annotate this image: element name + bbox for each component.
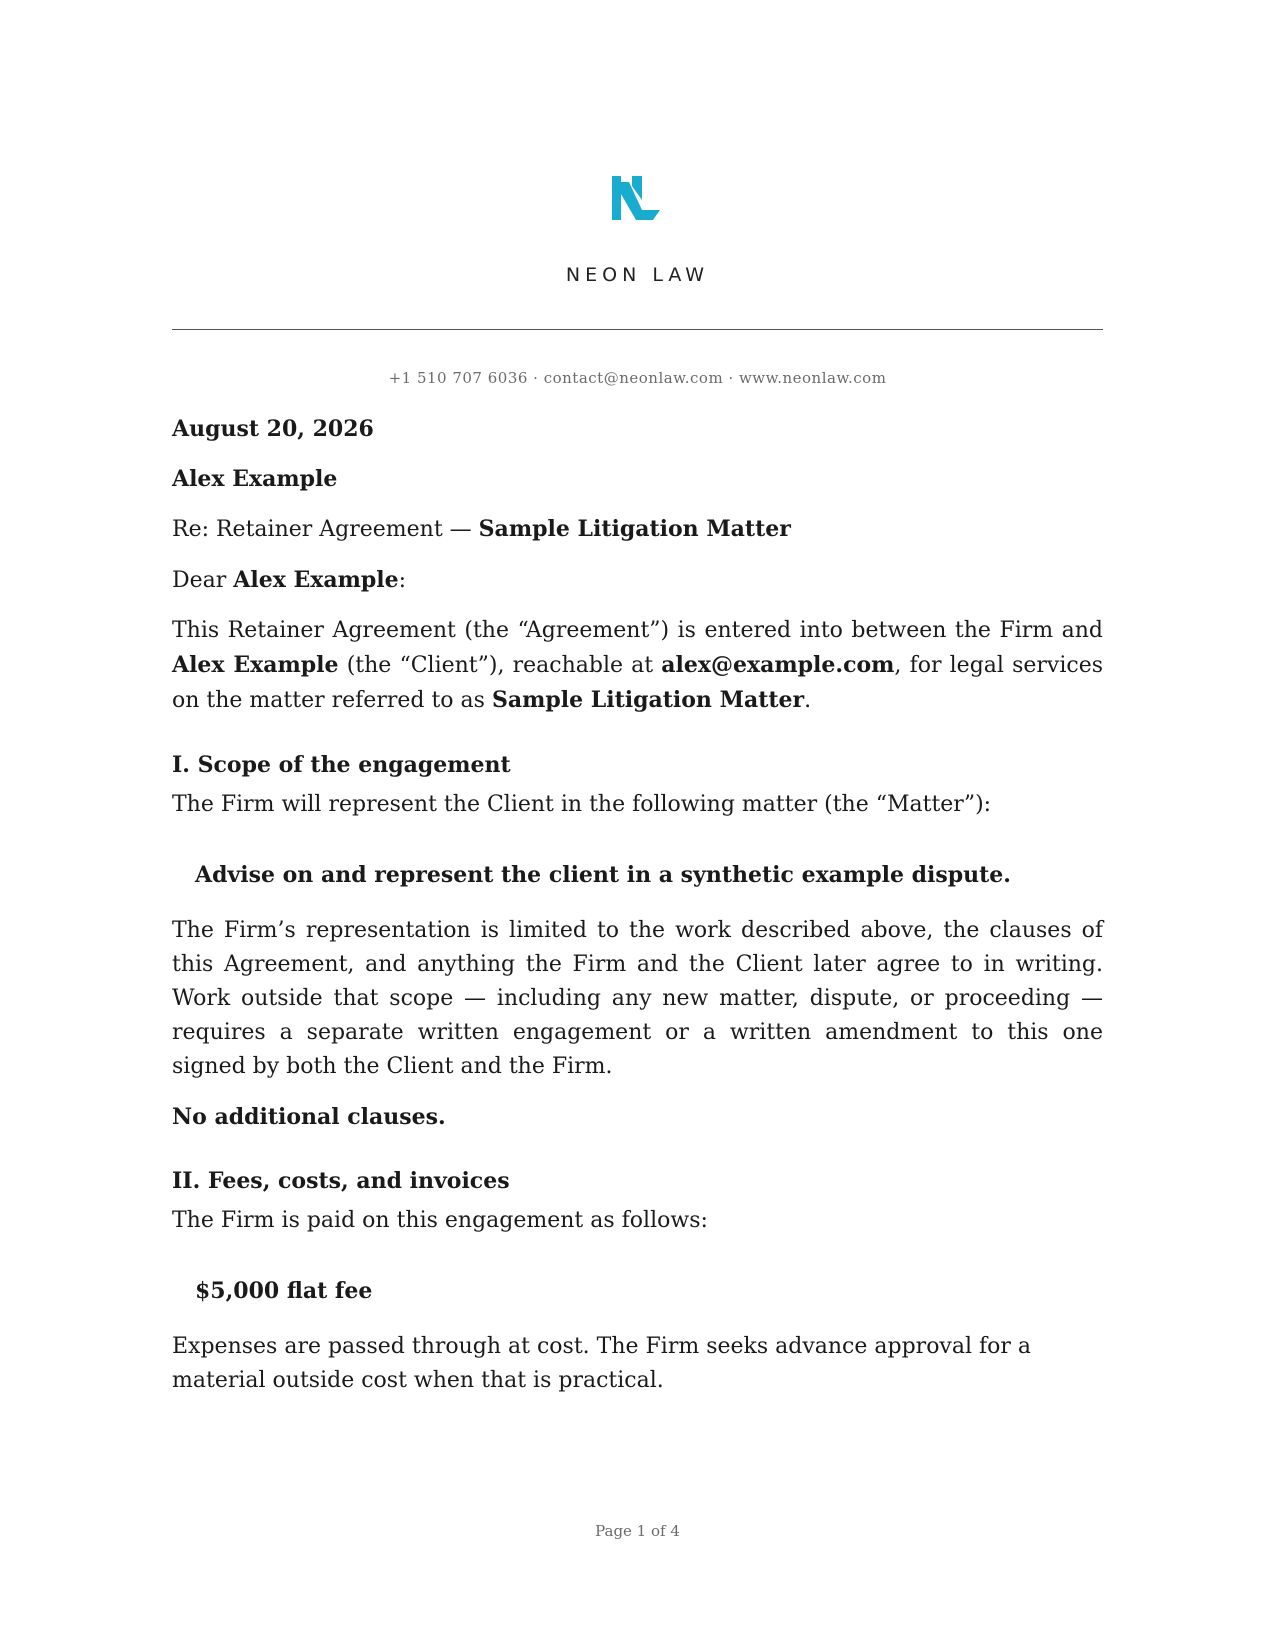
fees-heading: II. Fees, costs, and invoices (172, 1168, 510, 1194)
scope-callout: Advise on and represent the client in a synthetic example dispute. (195, 862, 1011, 888)
additional-clauses: No additional clauses. (172, 1104, 446, 1130)
salutation-name: Alex Example (233, 567, 399, 593)
salutation-prefix: Dear (172, 568, 234, 593)
header-divider (172, 329, 1103, 330)
scope-limitation: The Firm’s representation is limited to the work described above, the clauses of this Agreement, and anything the Firm and the Client later agree to in writing. Work outside that scope — including any new matter, dispute, or proceeding — requires a separate written engagement or a written amendment to this one signed by both the Client and the Firm. (172, 918, 1103, 1079)
scope-intro: The Firm will represent the Client in the following matter (the “Matter”): (172, 792, 992, 817)
recipient-name: Alex Example (172, 466, 338, 492)
expenses-paragraph: Expenses are passed through at cost. The Firm seeks advance approval for a material outside cost when that is practical. (172, 1334, 1032, 1393)
re-line (172, 512, 1103, 547)
fee-amount: $5,000 flat fee (195, 1278, 373, 1304)
intro-paragraph (172, 614, 1103, 718)
re-matter-name: Sample Litigation Matter (478, 516, 791, 542)
page-number: Page 1 of 4 (595, 1522, 680, 1540)
salutation-suffix: : (398, 568, 407, 593)
intro-text-3: , for legal services on the matter referred to as (172, 653, 1104, 713)
letter-date: August 20, 2026 (172, 416, 374, 442)
scope-heading: I. Scope of the engagement (172, 752, 511, 778)
intro-text-1: This Retainer Agreement (the “Agreement”) is entered into between the Firm and (172, 618, 1103, 643)
neon-law-logo-icon (612, 176, 660, 222)
intro-text-4: . (804, 688, 812, 713)
contact-line: +1 510 707 6036 · contact@neonlaw.com · www.neonlaw.com (388, 369, 887, 387)
re-prefix: Re: Retainer Agreement — (172, 517, 479, 542)
firm-name: NEON LAW (565, 264, 710, 286)
salutation (172, 563, 1103, 598)
intro-client-email: alex@example.com (661, 652, 895, 678)
intro-matter-name: Sample Litigation Matter (491, 687, 805, 713)
intro-text-2: (the “Client”), reachable at (338, 653, 662, 678)
intro-client-name: Alex Example (172, 652, 339, 678)
fees-intro: The Firm is paid on this engagement as follows: (172, 1208, 708, 1233)
letter-body (172, 412, 1103, 1398)
